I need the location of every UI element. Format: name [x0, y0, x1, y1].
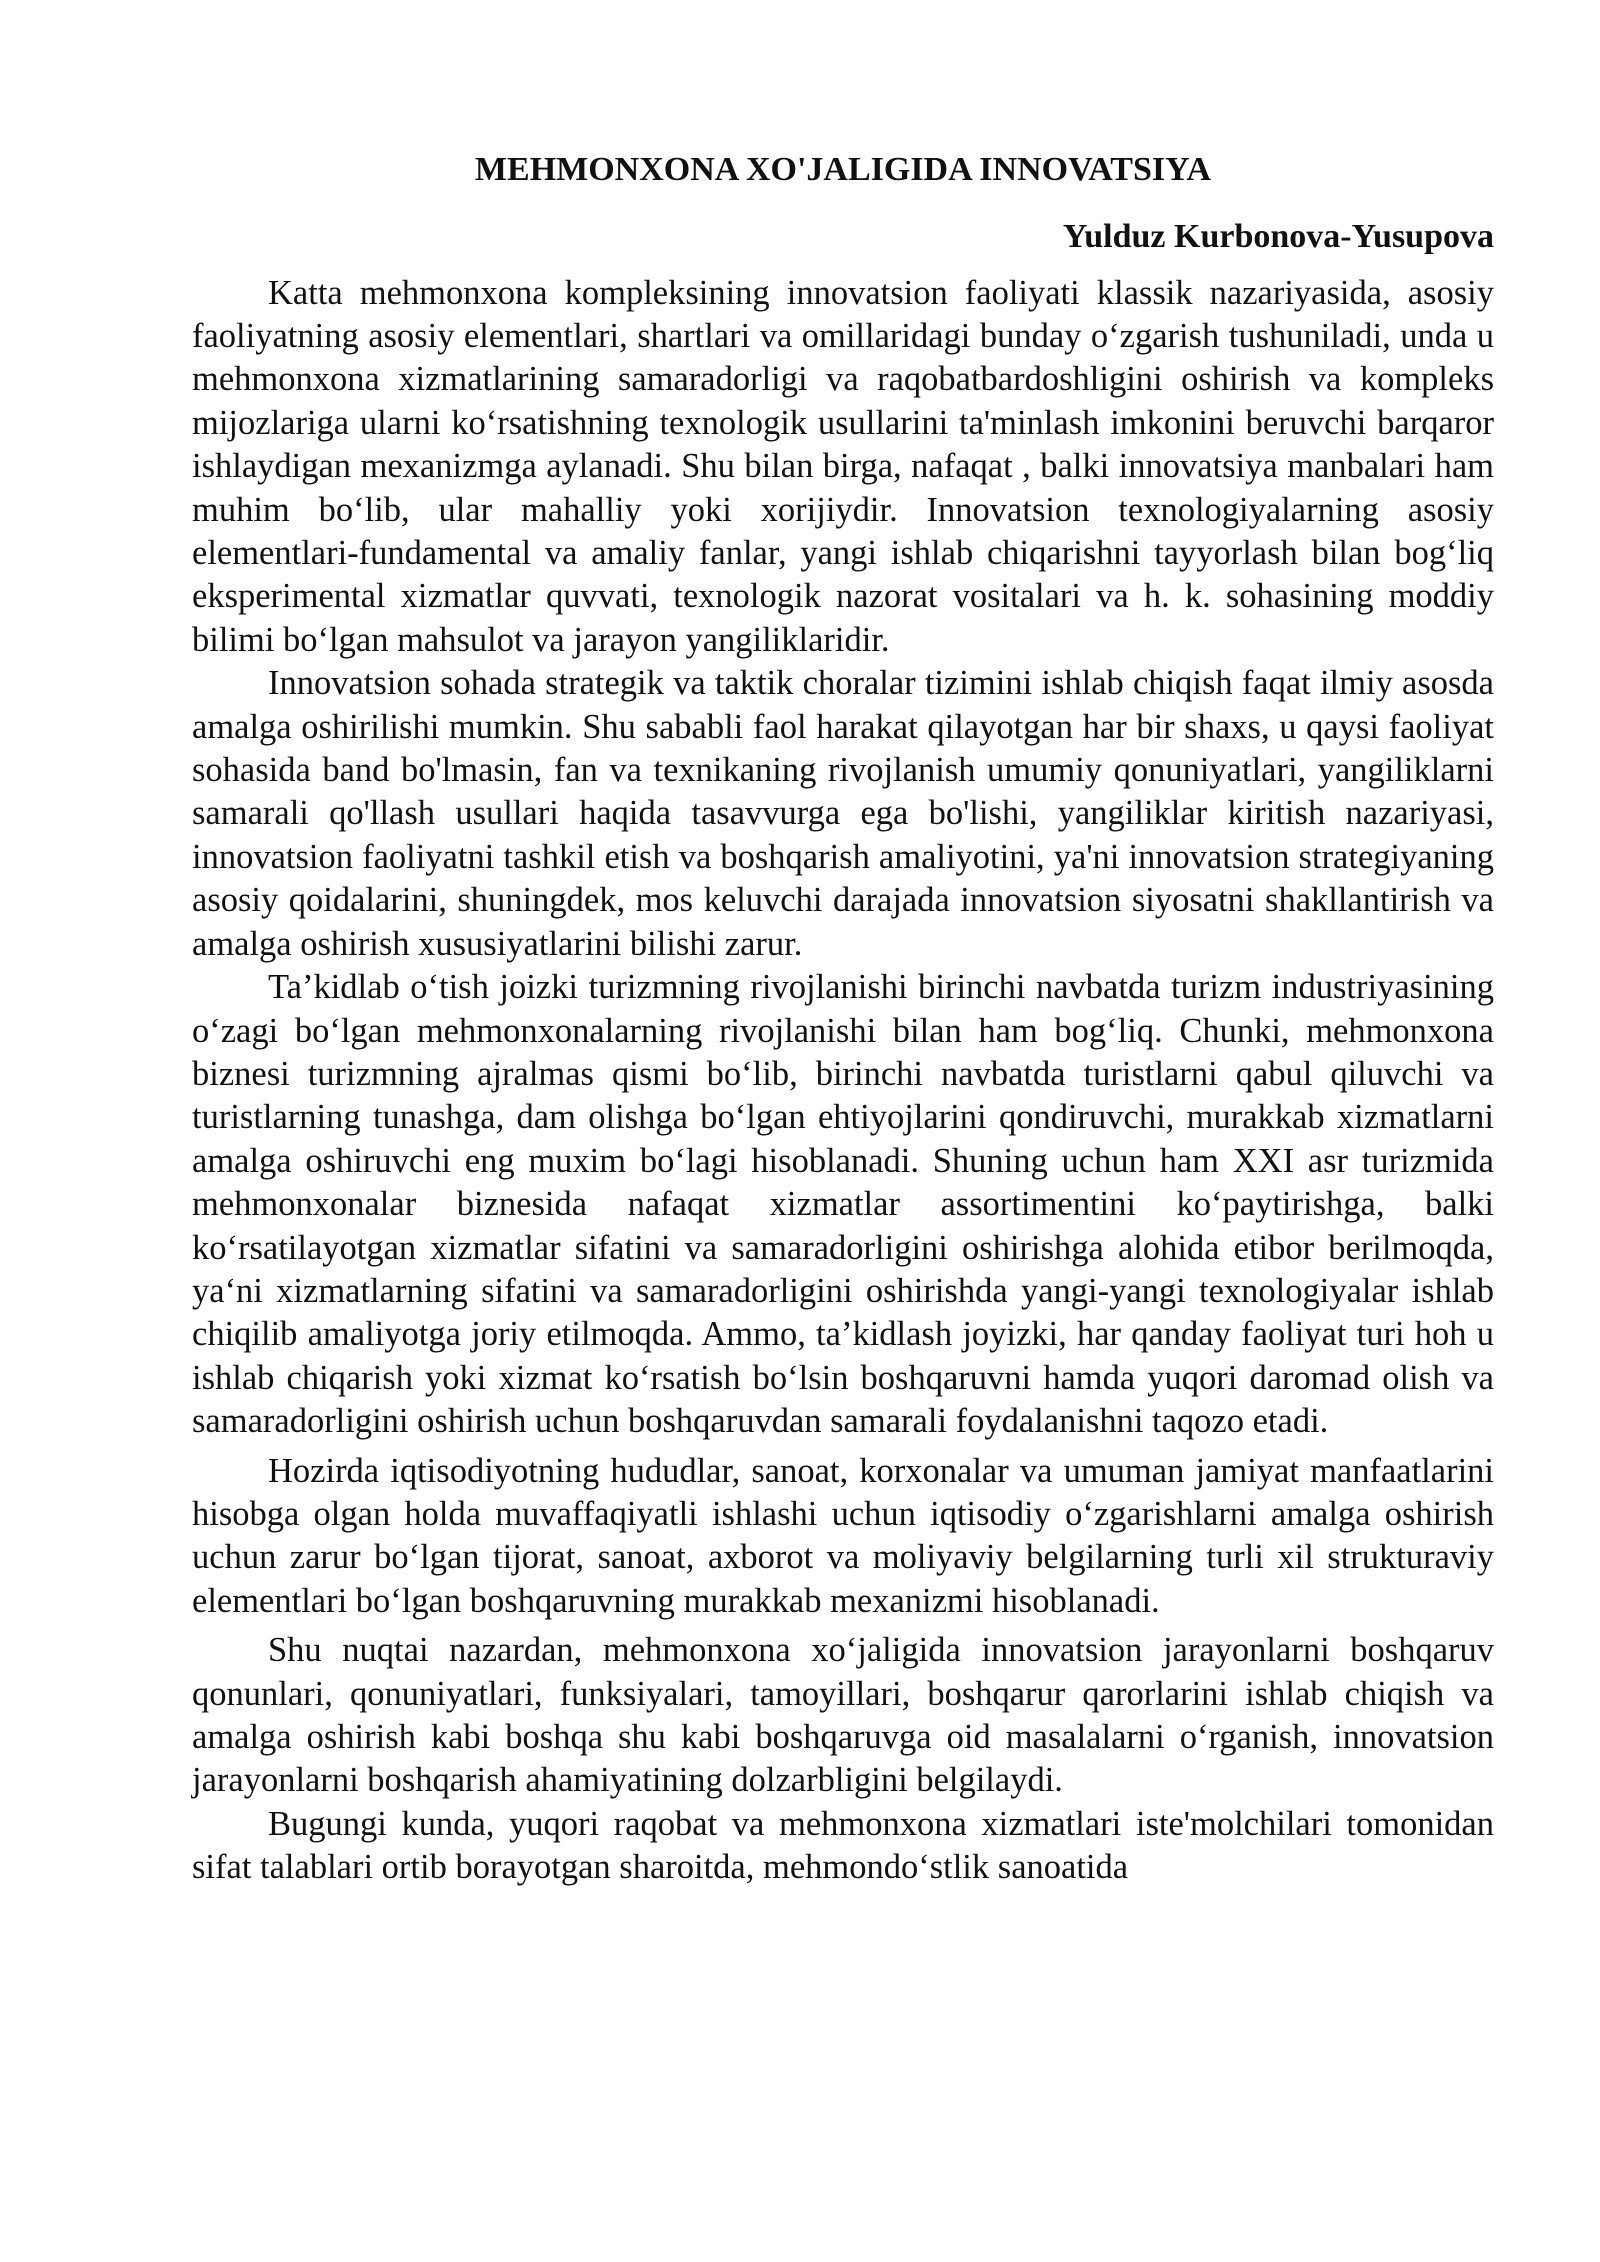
paragraph: Innovatsion sohada strategik va taktik choralar tizimini ishlab chiqish faqat ilmiy asosda amalga oshirilishi mumkin. Shu sababli faol harakat qilayotgan har bir shaxs, u qaysi faoliyat sohasida band bo'lmasin, fan va texnikaning rivojlanish umumiy qonuniyatlari, yangiliklarni samarali qo'llash usullari haqida tasavvurga ega bo'lishi, yangiliklar kiritish nazariyasi, innovatsion faoliyatni tashkil etish va boshqarish amaliyotini, ya'ni innovatsion strategiyaning asosiy qoidalarini, shuningdek, mos keluvchi darajada innovatsion siyosatni shakllantirish va amalga oshirish xususiyatlarini bilishi zarur. [192, 664, 1494, 963]
paragraph: Shu nuqtai nazardan, mehmonxona xo‘jaligida innovatsion jarayonlarni boshqaruv qonunlari, qonuniyatlari, funksiyalari, tamoyillari, boshqarur qarorlarini ishlab chiqish va amalga oshirish kabi boshqa shu kabi boshqaruvga oid masalalarni o‘rganish, innovatsion jarayonlarni boshqarish ahamiyatining dolzarbligini belgilaydi. [192, 1631, 1494, 1800]
paragraph: Ta’kidlab o‘tish joizki turizmning rivojlanishi birinchi navbatda turizm industriyasining o‘zagi bo‘lgan mehmonxonalarning rivojlanishi bilan ham bog‘liq. Chunki, mehmonxona biznesi turizmning ajralmas qismi bo‘lib, birinchi navbatda turistlarni qabul qiluvchi va turistlarning tunashga, dam olishga bo‘lgan ehtiyojlarini qondiruvchi, murakkab xizmatlarni amalga oshiruvchi eng muxim bo‘lagi hisoblanadi. Shuning uchun ham XXI asr turizmida mehmonxonalar biznesida nafaqat xizmatlar assortimentini ko‘paytirishga, balki ko‘rsatilayotgan xizmatlar sifatini va samaradorligini oshirishga alohida etibor berilmoqda, ya‘ni xizmatlarning sifatini va samaradorligini oshirishda yangi-yangi texnologiyalar ishlab chiqilib amaliyotga joriy etilmoqda. Ammo, ta’kidlash joyizki, har qanday faoliyat turi hoh u ishlab chiqarish yoki xizmat ko‘rsatish bo‘lsin boshqaruvni hamda yuqori daromad olish va samaradorligini oshirish uchun boshqaruvdan samarali foydalanishni taqozo etadi. [192, 968, 1494, 1441]
paragraph: Katta mehmonxona kompleksining innovatsion faoliyati klassik nazariyasida, asosiy faoliyatning asosiy elementlari, shartlari va omillaridagi bunday o‘zgarish tushuniladi, unda u mehmonxona xizmatlarining samaradorligi va raqobatbardoshligini oshirish va kompleks mijozlariga ularni ko‘rsatishning texnologik usullarini ta'minlash imkonini beruvchi barqaror ishlaydigan mexanizmga aylanadi. Shu bilan birga, nafaqat , balki innovatsiya manbalari ham muhim bo‘lib, ular mahalliy yoki xorijiydir. Innovatsion texnologiyalarning asosiy elementlari-fundamental va amaliy fanlar, yangi ishlab chiqarishni tayyorlash bilan bog‘liq eksperimental xizmatlar quvvati, texnologik nazorat vositalari va h. k. sohasining moddiy bilimi bo‘lgan mahsulot va jarayon yangiliklaridir. [192, 273, 1494, 659]
document-author: Yulduz Kurbonova-Yusupova [1062, 217, 1494, 255]
paragraph: Hozirda iqtisodiyotning hududlar, sanoat, korxonalar va umuman jamiyat manfaatlarini hisobga olgan holda muvaffaqiyatli ishlashi uchun iqtisodiy o‘zgarishlarni amalga oshirish uchun zarur bo‘lgan tijorat, sanoat, axborot va moliyaviy belgilarning turli xil strukturaviy elementlari bo‘lgan boshqaruvning murakkab mexanizmi hisoblanadi. [192, 1451, 1494, 1620]
document-body [192, 272, 1494, 1890]
paragraph: Bugungi kunda, yuqori raqobat va mehmonxona xizmatlari iste'molchilari tomonidan sifat talablari ortib borayotgan sharoitda, mehmondo‘stlik sanoatida [192, 1804, 1494, 1887]
document-title: MEHMONXONA XO'JALIGIDA INNOVATSIYA [474, 151, 1212, 188]
